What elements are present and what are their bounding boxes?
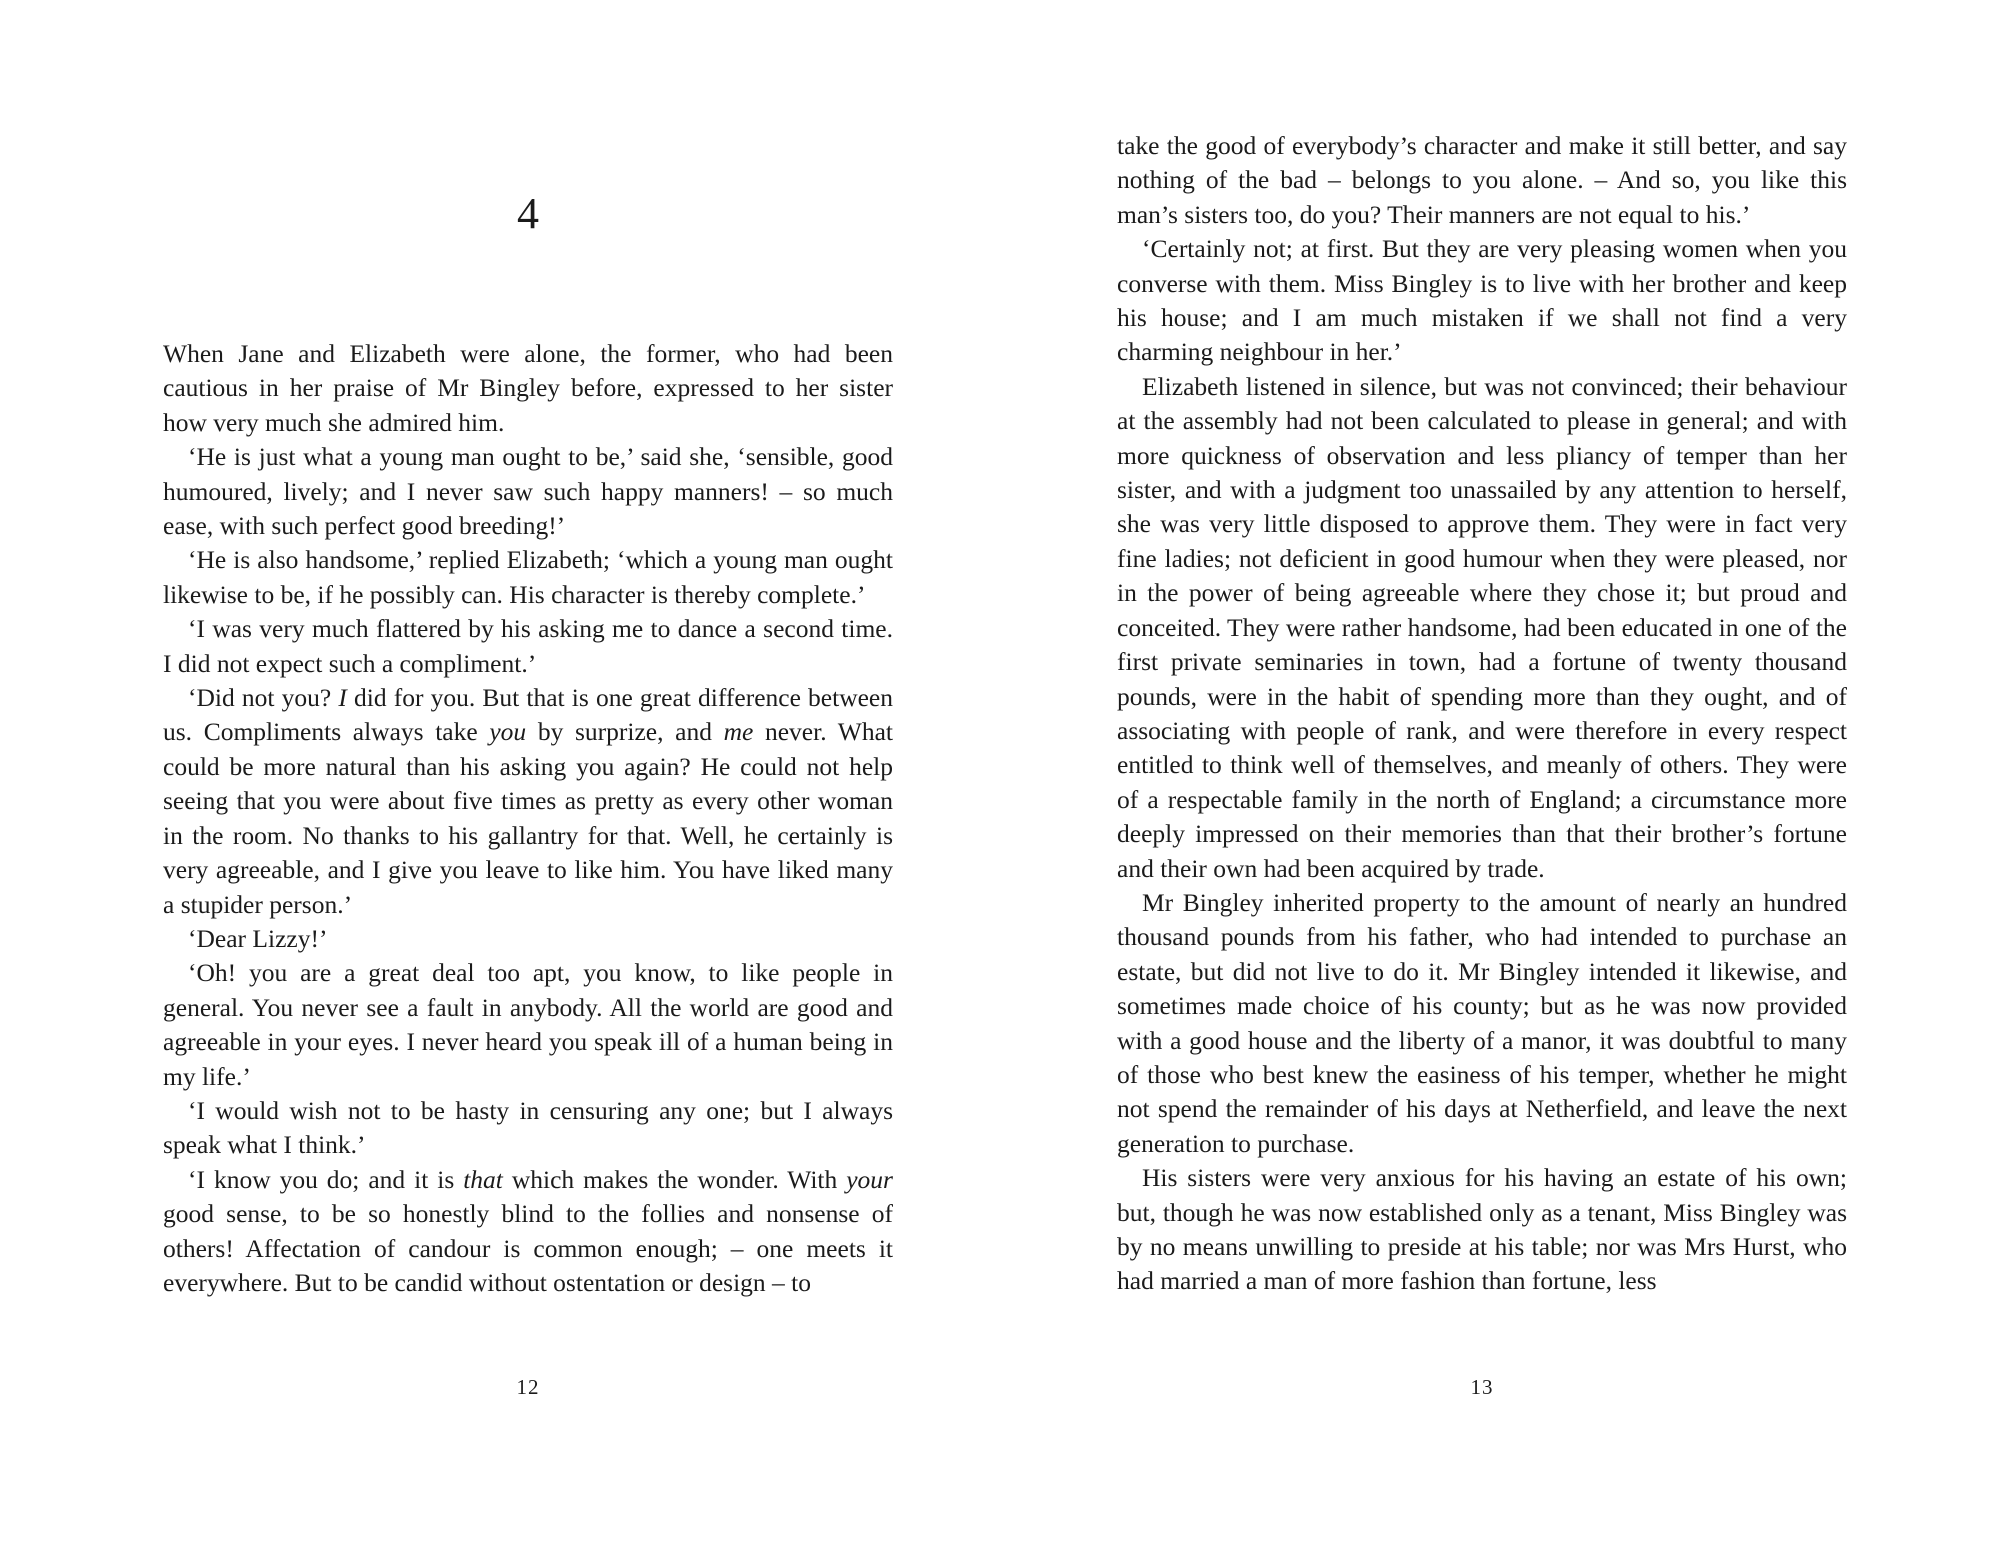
paragraph (163, 1163, 893, 1301)
text-run: ‘He is also handsome,’ replied Elizabeth; ‘which a young man ought likewise to be, if he possibly can. His character is thereby complete.’ (163, 545, 893, 609)
right-page (1117, 0, 1847, 1552)
paragraph (1117, 1161, 1847, 1299)
paragraph (163, 1094, 893, 1163)
text-run: Elizabeth listened in silence, but was not convinced; their behaviour at the assembly had not been calculated to please in general; and with more quickness of observation and less pliancy of temper than her sister, and with a judgment too unassailed by any attention to herself, she was very little disposed to approve them. They were in fact very fine ladies; not deficient in good humour when they were pleased, nor in the power of being agreeable where they chose it; but proud and conceited. They were rather handsome, had been educated in one of the first private seminaries in town, had a fortune of twenty thousand pounds, were in the habit of spending more than they ought, and of associating with people of rank, and were therefore in every respect entitled to think well of themselves, and meanly of others. They were of a respectable family in the north of England; a circumstance more deeply impressed on their memories than that their brother’s fortune and their own had been acquired by trade. (1117, 371, 1847, 883)
paragraph (1117, 370, 1847, 886)
text-run: never. What could be more natural than his asking you again? He could not help seeing that you were about five times as pretty as every other woman in the room. No thanks to his gallantry for that. Well, he certainly is very agreeable, and I give you leave to like him. You have liked many a stupider person.’ (163, 717, 893, 919)
text-run: take the good of everybody’s character and make it still better, and say nothing of the bad – belongs to you alone. – And so, you like this man’s sisters too, do you? Their manners are not equal to his.’ (1117, 131, 1847, 229)
text-run: Mr Bingley inherited property to the amount of nearly an hundred thousand pounds from his father, who had intended to purchase an estate, but did not live to do it. Mr Bingley intended it likewise, and sometimes made choice of his county; but as he was now provided with a good house and the liberty of a manor, it was doubtful to many of those who best knew the easiness of his temper, whether he might not spend the remainder of his days at Netherfield, and leave the next generation to purchase. (1117, 887, 1847, 1158)
page-number: 12 (516, 1375, 540, 1399)
text-run: ‘Oh! you are a great deal too apt, you know, to like people in general. You never see a fault in anybody. All the world are good and agreeable in your eyes. I never heard you speak ill of a human being in my life.’ (163, 958, 893, 1091)
paragraph (163, 956, 893, 1094)
paragraph (163, 681, 893, 922)
paragraph (163, 440, 893, 543)
italic-text: you (489, 717, 527, 747)
paragraph (1117, 886, 1847, 1161)
paragraph (163, 612, 893, 681)
paragraph (163, 922, 893, 956)
chapter-number: 4 (517, 189, 539, 238)
text-run: did for you. But that is one great difference between us. Compliments always take (163, 683, 894, 747)
italic-text: that (463, 1164, 503, 1194)
italic-text: me (723, 717, 754, 747)
paragraph (1117, 232, 1847, 370)
left-page (163, 0, 893, 1552)
right-page-text (1117, 129, 1847, 1299)
text-run: When Jane and Elizabeth were alone, the former, who had been cautious in her praise of Mr Bingley before, expressed to her sister how very much she admired him. (163, 339, 893, 437)
paragraph (163, 543, 893, 612)
text-run: ‘Did not you? (188, 683, 339, 713)
paragraph (163, 337, 893, 440)
italic-text: I (338, 683, 347, 713)
text-run: which makes the wonder. With (502, 1164, 847, 1194)
text-run: ‘Certainly not; at first. But they are very pleasing women when you converse with them. Miss Bingley is to live with her brother and keep his house; and I am much mistaken if we shall not find a very charming neighbour in her.’ (1117, 234, 1847, 367)
text-run: ‘I would wish not to be hasty in censuring any one; but I always speak what I think.’ (163, 1095, 893, 1160)
left-page-text (163, 337, 893, 1300)
text-run: ‘I know you do; and it is (188, 1164, 464, 1194)
text-run: good sense, to be so honestly blind to the follies and nonsense of others! Affectation of candour is common enough; – one meets it everywhere. But to be candid without ostentation or design – to (163, 1199, 893, 1297)
text-run: ‘I was very much flattered by his asking me to dance a second time. I did not expect such a compliment.’ (163, 614, 893, 678)
text-run: His sisters were very anxious for his having an estate of his own; but, though he was now established only as a tenant, Miss Bingley was by no means unwilling to preside at his table; nor was Mrs Hurst, who had married a man of more fashion than fortune, less (1117, 1163, 1847, 1296)
page-number: 13 (1470, 1375, 1494, 1399)
text-run: by surprize, and (526, 717, 724, 747)
text-run: ‘Dear Lizzy!’ (188, 923, 328, 953)
text-run: ‘He is just what a young man ought to be,’ said she, ‘sensible, good humoured, lively; and I never saw such happy manners! – so much ease, with such perfect good breeding!’ (163, 442, 893, 541)
paragraph (1117, 129, 1847, 232)
italic-text: your (846, 1164, 893, 1194)
